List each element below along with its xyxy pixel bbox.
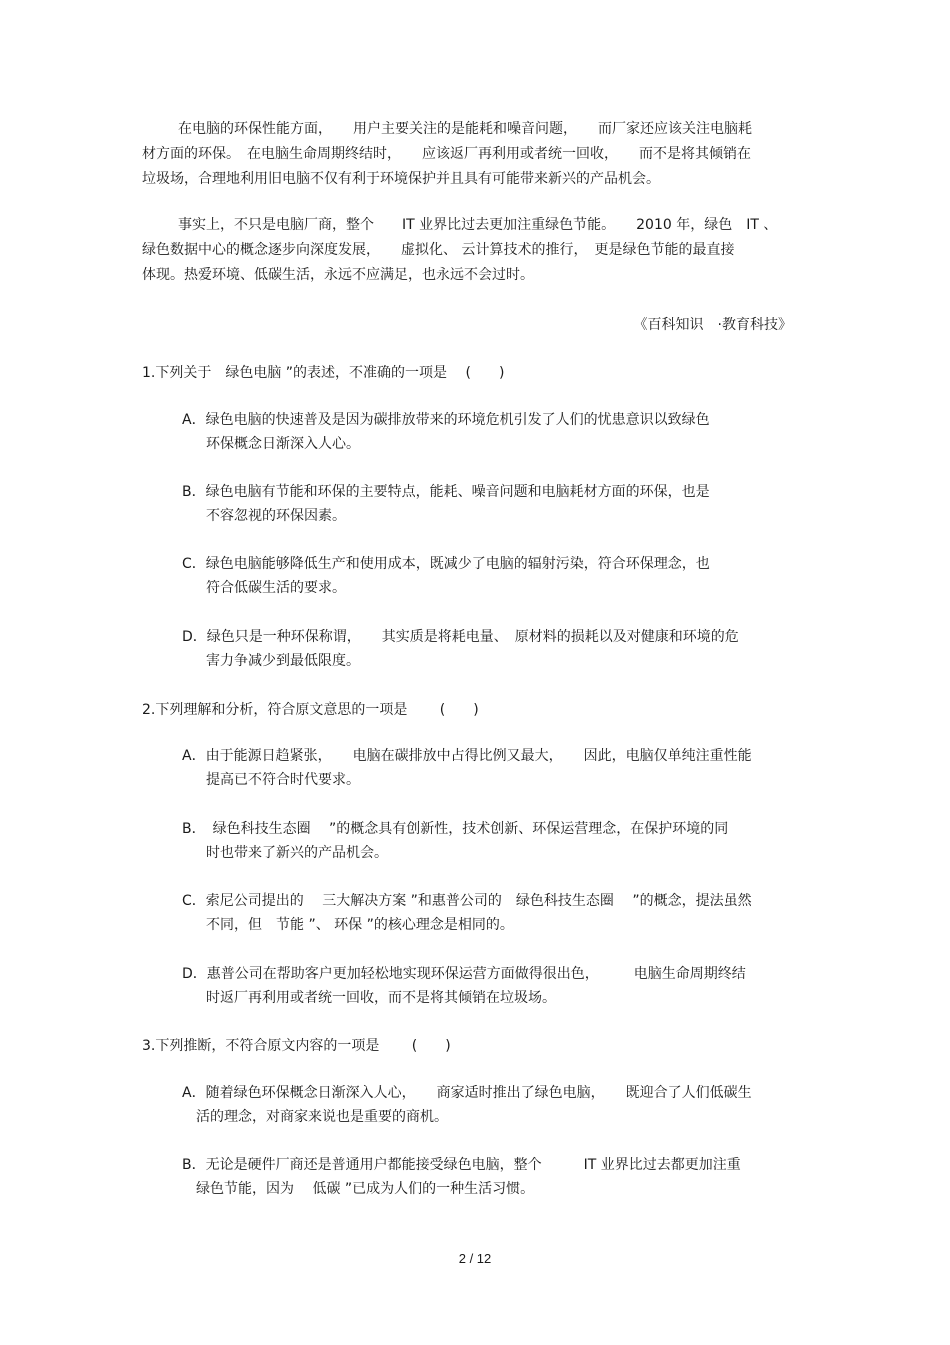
option-a-line: A．由于能源日趋紧张， 电脑在碳排放中占得比例又最大， 因此，电脑仅单纯注重性能 [182, 748, 752, 764]
option-b-line: 不容忽视的环保因素。 [206, 508, 346, 524]
source-citation: 《百科知识 ·教育科技》 [633, 317, 792, 333]
question-stem: 1.下列关于 绿色电脑 ”的表述，不准确的一项是 ( ) [142, 365, 505, 381]
option-b-line: B．无论是硬件厂商还是普通用户都能接受绿色电脑，整个 IT 业界比过去都更加注重 [182, 1157, 741, 1173]
page-number: 2 / 12 [458, 1251, 492, 1266]
option-a-line: A．绿色电脑的快速普及是因为碳排放带来的环境危机引发了人们的忧患意识以致绿色 [182, 412, 710, 428]
option-c-line: 符合低碳生活的要求。 [206, 580, 346, 596]
option-b-line: 绿色节能，因为 低碳 ”已成为人们的一种生活习惯。 [196, 1181, 535, 1197]
paragraph-line: 垃圾场，合理地利用旧电脑不仅有利于环境保护并且具有可能带来新兴的产品机会。 [142, 171, 660, 187]
option-d-line: 害力争减少到最低限度。 [206, 653, 360, 669]
question-stem: 3.下列推断，不符合原文内容的一项是 ( ) [142, 1038, 451, 1054]
question-stem: 2.下列理解和分析，符合原文意思的一项是 ( ) [142, 702, 479, 718]
option-b-line: B． 绿色科技生态圈 ”的概念具有创新性，技术创新、环保运营理念，在保护环境的同 [182, 821, 729, 837]
option-c-line: C．绿色电脑能够降低生产和使用成本，既减少了电脑的辐射污染，符合环保理念，也 [182, 556, 710, 572]
paragraph-line: 事实上，不只是电脑厂商，整个 IT 业界比过去更加注重绿色节能。 2010 年，绿色 IT 、 [178, 217, 778, 233]
option-a-line: 活的理念，对商家来说也是重要的商机。 [196, 1109, 448, 1125]
option-d-line: D．惠普公司在帮助客户更加轻松地实现环保运营方面做得很出色， 电脑生命周期终结 [182, 966, 746, 982]
option-a-line: A．随着绿色环保概念日渐深入人心， 商家适时推出了绿色电脑， 既迎合了人们低碳生 [182, 1085, 752, 1101]
option-d-line: D．绿色只是一种环保称谓， 其实质是将耗电量、 原材料的损耗以及对健康和环境的危 [182, 629, 739, 645]
paragraph-line: 材方面的环保。 在电脑生命周期终结时， 应该返厂再利用或者统一回收， 而不是将其倾销在 [142, 146, 751, 162]
option-c-line: 不同，但 节能 ”、 环保 ”的核心理念是相同的。 [206, 917, 514, 933]
option-a-line: 环保概念日渐深入人心。 [206, 436, 360, 452]
option-b-line: B．绿色电脑有节能和环保的主要特点，能耗、噪音问题和电脑耗材方面的环保，也是 [182, 484, 710, 500]
option-a-line: 提高已不符合时代要求。 [206, 772, 360, 788]
paragraph-line: 绿色数据中心的概念逐步向深度发展， 虚拟化、 云计算技术的推行， 更是绿色节能的最直接 [142, 242, 735, 258]
option-c-line: C．索尼公司提出的 三大解决方案 ”和惠普公司的 绿色科技生态圈 ”的概念，提法虽然 [182, 893, 752, 909]
paragraph-line: 体现。热爱环境、低碳生活，永远不应满足，也永远不会过时。 [142, 267, 534, 283]
option-d-line: 时返厂再利用或者统一回收，而不是将其倾销在垃圾场。 [206, 990, 556, 1006]
paragraph-line: 在电脑的环保性能方面， 用户主要关注的是能耗和噪音问题， 而厂家还应该关注电脑耗 [178, 121, 752, 137]
option-b-line: 时也带来了新兴的产品机会。 [206, 845, 388, 861]
